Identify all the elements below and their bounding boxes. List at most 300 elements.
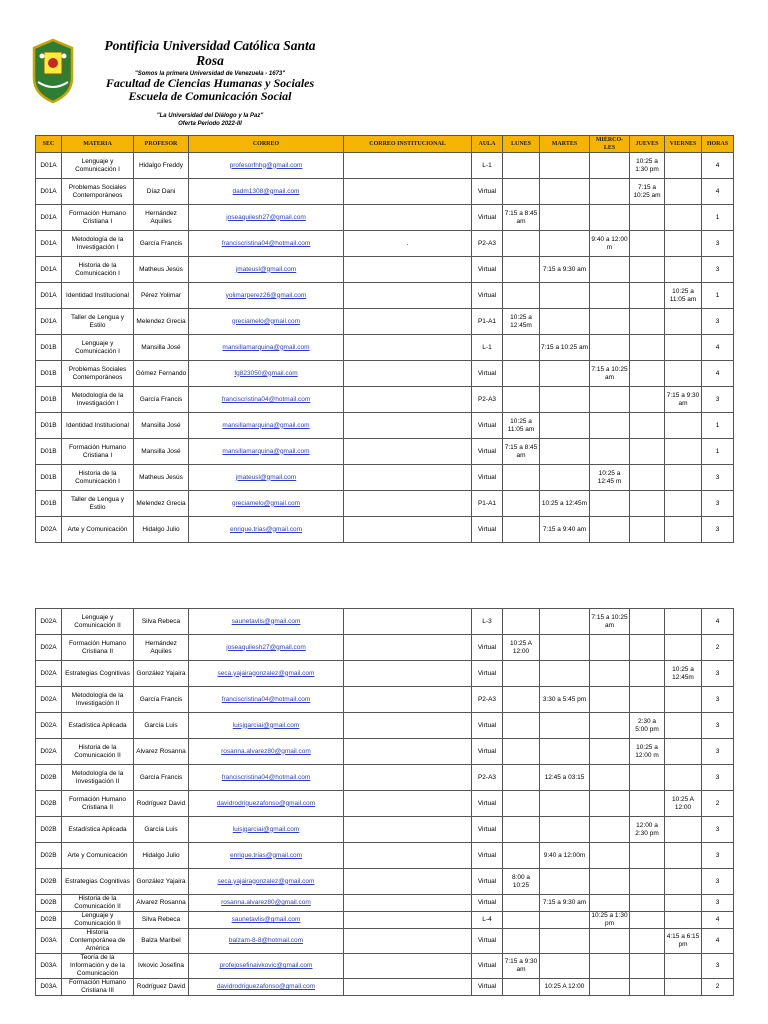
cell-miercoles [590,439,630,465]
table-row [36,687,734,713]
cell-miercoles [590,635,630,661]
cell-profesor: García Francis [134,387,189,413]
col-header-lunes: LUNES [503,136,540,153]
cell-materia: Lenguaje y Comunicación I [62,335,134,361]
cell-horas: 3 [702,687,734,713]
cell-viernes [665,739,702,765]
cell-viernes [665,153,702,179]
cell-correo[interactable]: saunetavlis@gmail.com [189,912,344,929]
cell-materia: Problemas Sociales Contemporáneos [62,361,134,387]
cell-miercoles [590,979,630,996]
cell-miercoles: 10:25 a 1:30 pm [591,912,628,927]
table-row [36,912,734,929]
cell-jueves [630,309,665,335]
cell-materia: Formación Humano Cristiana I [62,439,134,465]
col-header-materia: MATERIA [62,136,134,153]
cell-miercoles [590,179,630,205]
table-row [36,979,734,996]
cell-jueves [630,869,665,895]
cell-horas: 4 [702,153,734,179]
cell-miercoles [590,387,630,413]
cell-correo[interactable]: profejosefinaivkovic@gmail.com [189,954,344,979]
cell-lunes [503,609,540,635]
cell-horas: 1 [702,205,734,231]
cell-viernes [665,687,702,713]
cell-correo-institucional [344,439,472,465]
table-row [36,765,734,791]
cell-miercoles [590,413,630,439]
cell-profesor: García Luis [134,817,189,843]
table-row [36,179,734,205]
cell-materia: Taller de Lengua y Estilo [62,309,134,335]
cell-profesor: González Yajaira [134,869,189,895]
cell-correo[interactable]: greciamelo@gmail.com [189,309,344,335]
cell-horas: 3 [702,843,734,869]
cell-viernes [665,179,702,205]
cell-materia: Estrategias Cognitivas [62,661,134,687]
cell-correo-institucional [344,413,472,439]
table-row [36,465,734,491]
cell-profesor: Mansilla José [134,413,189,439]
cell-materia: Estadística Aplicada [62,713,134,739]
cell-viernes [665,465,702,491]
cell-jueves: 10:25 a 12:00 m [630,739,665,765]
cell-materia: Formación Humano Cristiana II [62,791,134,817]
cell-correo[interactable]: luisjgarciai@gmail.com [189,817,344,843]
cell-profesor: González Yajaira [134,661,189,687]
cell-correo[interactable]: yolimarperez26@gmail.com [189,283,344,309]
cell-sec: D02B [36,817,62,843]
cell-martes [540,609,590,635]
cell-sec: D01B [36,387,62,413]
cell-correo[interactable]: saunetavlis@gmail.com [189,609,344,635]
cell-correo[interactable]: mansillamarquina@gmail.com [189,413,344,439]
col-header-correo: CORREO [189,136,344,153]
cell-aula: Virtual [472,205,503,231]
cell-martes [540,283,590,309]
cell-miercoles [590,257,630,283]
university-slogan: "La Universidad del Diálogo y la Paz" [156,113,264,119]
cell-profesor: Melendez Grecia [134,309,189,335]
table-row [36,335,734,361]
cell-aula: L-4 [472,912,503,929]
cell-aula: L-1 [472,153,503,179]
table-row [36,817,734,843]
cell-martes [540,309,590,335]
cell-correo[interactable]: jmateusl@gmail.com [189,257,344,283]
cell-correo[interactable]: dadm1308@gmail.com [189,179,344,205]
col-header-correo-institucional: CORREO INSTITUCIONAL [344,136,472,153]
cell-horas: 3 [702,517,734,543]
cell-viernes: 10:25 A 12:00 [665,791,702,817]
cell-sec: D02A [36,713,62,739]
school-name: Escuela de Comunicación Social [128,89,292,103]
cell-correo[interactable]: franciscristina04@hotmail.com [189,687,344,713]
cell-viernes [665,895,702,912]
cell-viernes [665,413,702,439]
cell-correo[interactable]: joseaquilesh27@gmail.com [189,205,344,231]
cell-sec: D02B [36,791,62,817]
cell-jueves [630,954,665,979]
cell-correo-institucional [344,713,472,739]
cell-miercoles: 9:40 a 12:00 m [590,231,630,257]
cell-lunes: 7:15 a 9:30 am [503,954,540,979]
cell-profesor: Alvarez Rosanna [134,739,189,765]
cell-correo[interactable]: enrique.trias@gmail.com [189,843,344,869]
cell-materia: Metodología de la Investigación II [62,765,134,791]
cell-lunes: 7:15 a 8:45 am [503,439,540,465]
cell-correo[interactable]: davidrodriguezafonso@gmail.com [189,791,344,817]
document-header [0,0,768,135]
cell-correo-institucional [344,954,472,979]
cell-aula: Virtual [472,817,503,843]
cell-viernes: 10:25 a 12:45m [665,661,702,687]
cell-martes [540,954,590,979]
cell-correo[interactable]: profesorfnhg@gmail.com [189,153,344,179]
cell-correo-institucional [344,609,472,635]
cell-lunes [503,335,540,361]
cell-correo-institucional [344,765,472,791]
cell-viernes [665,439,702,465]
cell-sec: D01A [36,283,62,309]
cell-miercoles [590,335,630,361]
cell-miercoles [590,765,630,791]
cell-sec: D02A [36,609,62,635]
cell-viernes [665,713,702,739]
cell-aula: Virtual [472,929,503,954]
cell-aula: Virtual [472,179,503,205]
cell-jueves [630,895,665,912]
cell-aula: Virtual [472,661,503,687]
cell-horas: 3 [702,713,734,739]
cell-correo-institucional [344,179,472,205]
cell-materia: Formación Humano Cristiana III [62,979,134,996]
cell-jueves [630,843,665,869]
cell-miercoles: 10:25 a 12:45 m [590,465,630,491]
cell-sec: D01A [36,309,62,335]
col-header-profesor: PROFESOR [134,136,189,153]
cell-miercoles [590,895,630,912]
cell-aula: Virtual [472,517,503,543]
cell-correo[interactable]: enrique.trias@gmail.com [189,517,344,543]
table-row [36,153,734,179]
cell-sec: D03A [36,954,62,979]
cell-materia: Taller de Lengua y Estilo [62,491,134,517]
cell-lunes: 10:25 a 12:45m [503,309,540,335]
cell-jueves: 10:25 a 1:30 pm [630,153,665,179]
cell-horas: 1 [702,413,734,439]
cell-miercoles [590,491,630,517]
cell-correo[interactable]: balzam-8-8@hotmail.com [189,929,344,954]
cell-profesor: Matheus Jesús [134,257,189,283]
cell-martes: 10:25 A 12:00 [540,979,590,996]
cell-jueves [630,687,665,713]
cell-materia: Historia de la Comunicación I [62,465,134,491]
table-row [36,517,734,543]
table-row [36,361,734,387]
cell-martes: 7:15 a 9:40 am [540,517,590,543]
cell-lunes [503,739,540,765]
cell-materia: Formación Humano Cristiana I [62,205,134,231]
cell-materia: Lenguaje y Comunicación I [62,153,134,179]
cell-sec: D01A [36,179,62,205]
cell-miercoles [590,739,630,765]
cell-martes: 7:15 a 9:30 am [540,257,590,283]
university-name-cont: Rosa [196,53,224,68]
cell-viernes [665,231,702,257]
cell-aula: P2-A3 [472,231,503,257]
offer-period: Oferta Periodo 2022-III [178,121,242,127]
cell-horas: 3 [702,387,734,413]
cell-horas: 2 [702,979,734,996]
cell-miercoles [590,791,630,817]
cell-miercoles [590,283,630,309]
col-header-miercoles: MIÉRCO-LES [590,136,630,153]
cell-jueves [630,387,665,413]
table-row [36,791,734,817]
cell-materia: Metodología de la Investigación I [62,231,134,257]
cell-viernes [665,335,702,361]
cell-correo[interactable]: rosanna.alvarez80@gmail.com [189,739,344,765]
cell-correo-institucional: . [344,231,472,257]
cell-martes [540,465,590,491]
cell-jueves [630,283,665,309]
cell-materia: Identidad Institucional [62,283,134,309]
cell-aula: P1-A1 [472,309,503,335]
cell-jueves: 12:00 a 2:30 pm [630,817,665,843]
cell-aula: Virtual [472,413,503,439]
cell-lunes [503,912,540,929]
cell-lunes [503,979,540,996]
cell-correo-institucional [344,205,472,231]
cell-materia: Historia de la Comunicación II [62,739,134,765]
cell-martes [540,661,590,687]
cell-profesor: Mansilla José [134,439,189,465]
title-block [80,38,340,127]
table-row [36,309,734,335]
cell-miercoles [590,817,630,843]
table-row [36,231,734,257]
cell-jueves [630,491,665,517]
cell-materia: Historia Contemporánea de América [62,929,134,954]
cell-martes: 7:15 a 10:25 am [540,335,590,361]
schedule-table-1 [35,135,734,543]
cell-horas: 3 [702,869,734,895]
cell-viernes [665,491,702,517]
cell-jueves: 7:15 a 10:25 am [630,179,665,205]
cell-correo-institucional [344,283,472,309]
cell-profesor: Ivkovic Josefina [134,954,189,979]
cell-martes [540,413,590,439]
cell-aula: Virtual [472,257,503,283]
cell-lunes [503,713,540,739]
cell-aula: L-3 [472,609,503,635]
cell-correo[interactable]: joseaquilesh27@gmail.com [189,635,344,661]
cell-correo[interactable]: seca.yajairagonzalez@gmail.com [189,869,344,895]
cell-horas: 4 [702,335,734,361]
cell-sec: D02A [36,635,62,661]
cell-correo-institucional [344,335,472,361]
cell-aula: Virtual [472,869,503,895]
cell-lunes: 8:00 a 10:25 [503,869,540,895]
cell-jueves [630,929,665,954]
cell-correo[interactable]: seca.yajairagonzalez@gmail.com [189,661,344,687]
cell-horas: 3 [702,895,734,912]
cell-sec: D01A [36,153,62,179]
cell-materia: Arte y Comunicación [62,517,134,543]
cell-sec: D01B [36,413,62,439]
cell-jueves [630,912,665,929]
cell-martes [540,635,590,661]
cell-lunes [503,929,540,954]
cell-correo-institucional [344,843,472,869]
cell-profesor: Gómez Fernando [134,361,189,387]
cell-correo-institucional [344,517,472,543]
cell-viernes: 4:15 a 6:15 pm [665,929,702,954]
cell-correo[interactable]: greciamelo@gmail.com [189,491,344,517]
cell-martes [540,361,590,387]
cell-horas: 4 [702,179,734,205]
cell-sec: D02A [36,661,62,687]
cell-jueves [630,205,665,231]
table-row [36,283,734,309]
cell-correo[interactable]: fg823050@gmail.com [189,361,344,387]
cell-horas: 2 [702,635,734,661]
cell-horas: 3 [702,491,734,517]
table-row [36,929,734,954]
col-header-jueves: JUEVES [630,136,665,153]
cell-sec: D02B [36,895,62,912]
cell-lunes: 10:25 a 11:05 am [503,413,540,439]
cell-lunes [503,361,540,387]
cell-miercoles [590,843,630,869]
cell-correo[interactable]: rosanna.alvarez80@gmail.com [189,895,344,912]
cell-aula: Virtual [472,361,503,387]
cell-horas: 3 [702,257,734,283]
university-motto: "Somos la primera Universidad de Venezuela - 1673" [134,71,286,77]
cell-martes [540,713,590,739]
cell-correo-institucional [344,791,472,817]
cell-profesor: Mansilla José [134,335,189,361]
cell-viernes: 7:15 a 9:30 am [665,387,702,413]
table-row [36,635,734,661]
cell-jueves [630,413,665,439]
cell-lunes [503,387,540,413]
cell-correo-institucional [344,491,472,517]
table-row [36,491,734,517]
faculty-name: Facultad de Ciencias Humanas y Sociales [105,76,315,90]
cell-profesor: Matheus Jesús [134,465,189,491]
cell-lunes [503,661,540,687]
cell-viernes [665,517,702,543]
cell-jueves [630,635,665,661]
cell-martes [540,869,590,895]
cell-correo[interactable]: franciscristina04@hotmail.com [189,231,344,257]
cell-profesor: García Francis [134,687,189,713]
cell-correo-institucional [344,661,472,687]
cell-lunes [503,895,540,912]
cell-jueves [630,257,665,283]
cell-martes: 7:15 a 9:30 am [540,895,590,912]
cell-profesor: Díaz Dani [134,179,189,205]
schedule-table-2 [35,608,734,996]
cell-jueves [630,765,665,791]
table-row [36,257,734,283]
cell-correo-institucional [344,895,472,912]
cell-jueves [630,439,665,465]
cell-sec: D01B [36,335,62,361]
cell-viernes [665,205,702,231]
cell-materia: Metodología de la Investigación II [62,687,134,713]
cell-horas: 2 [702,791,734,817]
cell-correo[interactable]: mansillamarquina@gmail.com [189,335,344,361]
table-row [36,713,734,739]
cell-aula: P2-A3 [472,687,503,713]
cell-lunes [503,491,540,517]
cell-correo-institucional [344,309,472,335]
cell-correo[interactable]: franciscristina04@hotmail.com [189,765,344,791]
table-row [36,387,734,413]
cell-correo-institucional [344,153,472,179]
cell-lunes [503,231,540,257]
cell-sec: D01B [36,491,62,517]
cell-miercoles [590,205,630,231]
cell-materia: Historia de la Comunicación II [62,895,134,912]
cell-aula: Virtual [472,283,503,309]
cell-martes [540,439,590,465]
cell-correo[interactable]: luisjgarciai@gmail.com [189,713,344,739]
cell-aula: Virtual [472,954,503,979]
cell-correo[interactable]: jmateusl@gmail.com [189,465,344,491]
cell-correo-institucional [344,387,472,413]
table-header-row [36,136,734,153]
cell-sec: D02A [36,517,62,543]
cell-lunes: 10:25 A 12:00 [503,635,540,661]
cell-horas: 3 [702,231,734,257]
table-row [36,439,734,465]
cell-profesor: Hidalgo Julio [134,843,189,869]
cell-viernes [665,869,702,895]
cell-aula: Virtual [472,635,503,661]
cell-viernes [665,843,702,869]
col-header-sec: SEC [36,136,62,153]
cell-jueves [630,517,665,543]
cell-materia: Identidad Institucional [62,413,134,439]
cell-viernes [665,309,702,335]
cell-correo-institucional [344,635,472,661]
table-row [36,609,734,635]
cell-sec: D03A [36,929,62,954]
cell-profesor: Rodríguez David [134,791,189,817]
cell-correo-institucional [344,257,472,283]
cell-miercoles [590,687,630,713]
cell-sec: D02A [36,739,62,765]
cell-correo[interactable]: franciscristina04@hotmail.com [189,387,344,413]
cell-correo-institucional [344,817,472,843]
cell-correo-institucional [344,465,472,491]
cell-materia: Estadística Aplicada [62,817,134,843]
cell-correo[interactable]: mansillamarquina@gmail.com [189,439,344,465]
cell-correo-institucional [344,929,472,954]
table-row [36,869,734,895]
cell-materia: Metodología de la Investigación I [62,387,134,413]
cell-miercoles [590,929,630,954]
cell-correo[interactable]: davidrodriguezafonso@gmail.com [189,979,344,996]
cell-miercoles [590,309,630,335]
cell-martes [540,739,590,765]
cell-miercoles [590,661,630,687]
cell-jueves [630,335,665,361]
